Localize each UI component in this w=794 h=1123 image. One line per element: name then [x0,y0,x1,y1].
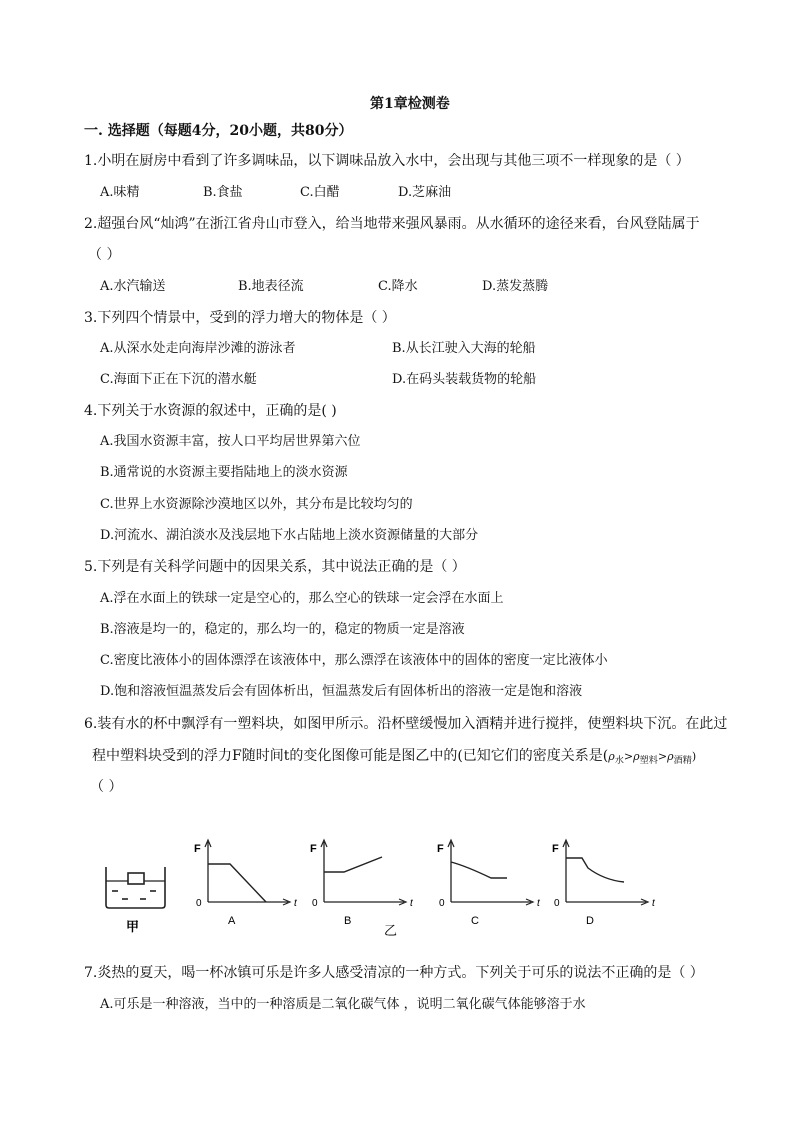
question-6-figure [96,815,656,940]
curve [324,857,382,872]
axis-label-t: t [537,898,540,909]
axis-label-t: t [294,898,297,909]
axis-label-F: F [310,843,317,855]
q3-option-a: A.从深水处走向海岸沙滩的游泳者 [100,341,296,356]
question-4-stem: 4.下列关于水资源的叙述中，正确的是( ) [84,403,337,419]
q5-option-d: D.饱和溶液恒温蒸发后会有固体析出，恒温蒸发后有固体析出的溶液一定是饱和溶液 [100,684,583,699]
q4-option-a: A.我国水资源丰富，按人口平均居世界第六位 [100,434,361,449]
question-2-stem-cont: （ ） [88,247,121,263]
q2-option-b: B.地表径流 [238,279,304,294]
question-6-stem-text: 程中塑料块受到的浮力F随时间t的变化图像可能是图乙中的(已知它们的密度关系是( [92,748,609,764]
curve [566,858,624,882]
origin-label: 0 [439,898,445,909]
q1-option-b: B.食盐 [203,185,243,200]
q3-option-c: C.海面下正在下沉的潜水艇 [100,372,257,387]
axis-label-F: F [552,843,559,855]
rho-plastic-sub: 塑料 [639,755,658,767]
figure-label-yi: 乙 [384,923,398,938]
section-heading: 一. 选择题（每题4分，20小题，共80分） [84,123,353,139]
q1-option-d: D.芝麻油 [398,185,452,200]
rho-symbol: ρ [608,750,615,763]
axis-label-t: t [652,898,655,909]
q1-option-c: C.白醋 [300,185,340,200]
rho-alcohol-sub: 酒精 [673,755,692,767]
plastic-block [128,873,144,884]
rho-water-sub: 水 [614,755,624,767]
question-5-stem: 5.下列是有关科学问题中的因果关系，其中说法正确的是（ ） [84,559,466,575]
q4-option-c: C.世界上水资源除沙漠地区以外，其分布是比较均匀的 [100,497,413,512]
cup-diagram [106,867,165,908]
gt-sign: > [623,750,634,763]
q4-option-d: D.河流水、湖泊淡水及浅层地下水占陆地上淡水资源储量的大部分 [100,528,479,543]
graph-C [437,840,541,927]
q4-option-b: B.通常说的水资源主要指陆地上的淡水资源 [100,465,348,480]
q7-option-a: A.可乐是一种溶液，当中的一种溶质是二氧化碳气体 ，说明二氧化碳气体能够溶于水 [100,997,586,1012]
q5-option-b: B.溶液是均一的，稳定的，那么均一的，稳定的物质一定是溶液 [100,622,465,637]
question-2-stem: 2.超强台风“灿鸿”在浙江省舟山市登入，给当地带来强风暴雨。从水循环的途径来看，台风登陆属于 [84,216,700,232]
rho-symbol: ρ [633,750,640,763]
q2-option-c: C.降水 [378,279,418,294]
graph-label: A [228,915,236,927]
rho-symbol: ρ [667,750,674,763]
graph-A [194,840,298,927]
density-relation [608,750,697,767]
q2-option-a: A.水汽输送 [100,279,166,294]
graph-label: C [471,915,479,927]
graph-B [310,840,414,927]
origin-label: 0 [312,898,318,909]
question-6-answer-bracket: （ ） [90,779,123,795]
axis-label-t: t [410,898,413,909]
graph-label: B [344,915,352,927]
graph-D [552,840,656,927]
curve [208,864,266,902]
question-7-stem: 7.炎热的夏天，喝一杯冰镇可乐是许多人感受清凉的一种方式。下列关于可乐的说法不正确的是（ ） [84,965,704,981]
gt-sign: > [657,750,668,763]
question-1-stem: 1.小明在厨房中看到了许多调味品，以下调味品放入水中，会出现与其他三项不一样现象的是（ ） [84,153,690,169]
axis-label-F: F [437,843,444,855]
q1-option-a: A.味精 [100,185,140,200]
q3-option-b: B.从长江驶入大海的轮船 [392,341,536,356]
q2-option-d: D.蒸发蒸腾 [482,279,549,294]
figure-label-jia: 甲 [126,919,140,934]
origin-label: 0 [196,898,202,909]
q5-option-c: C.密度比液体小的固体漂浮在该液体中，那么漂浮在该液体中的固体的密度一定比液体小 [100,653,608,668]
question-3-stem: 3.下列四个情景中，受到的浮力增大的物体是（ ） [84,310,396,326]
close-paren: ) [691,750,697,763]
question-6-stem: 6.装有水的杯中飘浮有一塑料块，如图甲所示。沿杯壁缓慢加入酒精并进行搅拌，使塑料块下沉。在此过 [84,716,728,732]
q3-option-d: D.在码头装载货物的轮船 [392,372,537,387]
q5-option-a: A.浮在水面上的铁球一定是空心的，那么空心的铁球一定会浮在水面上 [100,591,504,606]
question-6-stem-cont [92,747,696,770]
graph-label: D [586,915,594,927]
origin-label: 0 [554,898,560,909]
page-title: 第1章检测卷 [370,96,450,112]
axis-label-F: F [194,843,201,855]
curve [451,862,507,878]
